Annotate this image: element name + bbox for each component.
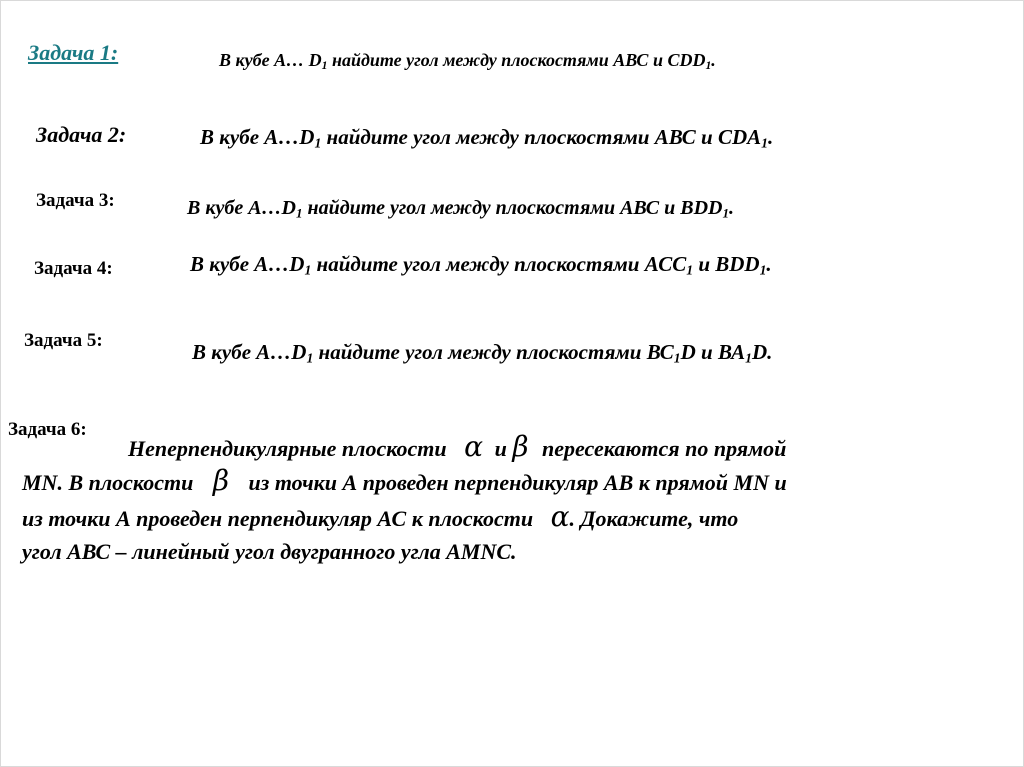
task-4-sub-3: 1 <box>759 262 767 278</box>
task-4-text <box>190 252 772 277</box>
task-1-part-b: найдите угол между плоскостями АВС и CDD <box>327 50 706 70</box>
task-5-sub-1: 1 <box>306 350 314 366</box>
task-4-part-a: В кубе А…D <box>190 252 305 276</box>
task-6-line-3 <box>22 500 739 533</box>
task-5-part-b: найдите угол между плоскостями ВС <box>313 340 674 364</box>
task-6-label: Задача 6: <box>8 419 87 440</box>
task-2-sub-1: 1 <box>314 135 322 151</box>
task-5-sub-2: 1 <box>673 350 681 366</box>
task-3-part-a: В кубе А…D <box>187 197 296 219</box>
task-1-end: . <box>711 50 716 70</box>
task-2-part-a: В кубе А…D <box>200 125 315 149</box>
task-4-part-b: найдите угол между плоскостями АСС <box>311 252 687 276</box>
task-1-text <box>219 50 716 71</box>
task-6-line-3-a: из точки А проведен перпендикуляр АС к плоскости <box>22 506 534 531</box>
task-6-line-1-b: и <box>494 436 507 461</box>
alpha-symbol-icon: α <box>550 500 570 533</box>
task-2-end: . <box>767 125 774 149</box>
task-3-label: Задача 3: <box>36 190 115 211</box>
task-6-line-2 <box>22 464 787 497</box>
task-2-text <box>200 125 773 150</box>
task-4-part-c: и BDD <box>693 252 760 276</box>
task-4-label: Задача 4: <box>34 258 113 279</box>
task-4-end: . <box>766 252 772 276</box>
beta-symbol-icon: β <box>212 464 230 497</box>
task-5-part-a: В кубе А…D <box>192 340 307 364</box>
task-6-line-1-c: пересекаются по прямой <box>542 436 787 461</box>
beta-symbol-icon: β <box>512 430 529 463</box>
task-4-sub-2: 1 <box>686 262 694 278</box>
task-5-label: Задача 5: <box>24 330 103 351</box>
task-1-label-link[interactable]: Задача 1: <box>28 40 119 65</box>
task-6-line-3-b: . Докажите, что <box>569 506 739 531</box>
task-4-sub-1: 1 <box>304 262 312 278</box>
task-6-line-1-a: Неперпендикулярные плоскости <box>128 436 447 461</box>
task-1-sub-2: 1 <box>705 58 712 72</box>
task-5-part-c: D и ВА <box>680 340 746 364</box>
task-6-line-1 <box>128 430 787 463</box>
task-5-end: D. <box>751 340 773 364</box>
task-1-sub-1: 1 <box>321 58 328 72</box>
task-6-line-2-a: MN. В плоскости <box>22 470 194 495</box>
task-1-part-a: В кубе А… D <box>219 50 322 70</box>
task-3-part-b: найдите угол между плоскостями АВС и BDD <box>302 197 723 219</box>
task-5-text <box>192 340 772 365</box>
alpha-symbol-icon: α <box>464 430 484 463</box>
task-3-end: . <box>729 197 734 219</box>
task-2-part-b: найдите угол между плоскостями АВС и CDA <box>321 125 762 149</box>
task-3-sub-1: 1 <box>296 205 303 221</box>
task-3-sub-2: 1 <box>722 205 729 221</box>
task-6-line-4: угол АВС – линейный угол двугранного угла АMNC. <box>22 539 517 564</box>
task-3-text <box>187 197 734 220</box>
task-2-label: Задача 2: <box>36 122 127 147</box>
task-2-sub-2: 1 <box>761 135 768 151</box>
task-5-sub-3: 1 <box>745 350 752 366</box>
task-6-line-2-b: из точки А проведен перпендикуляр АВ к прямой MN и <box>248 470 787 495</box>
